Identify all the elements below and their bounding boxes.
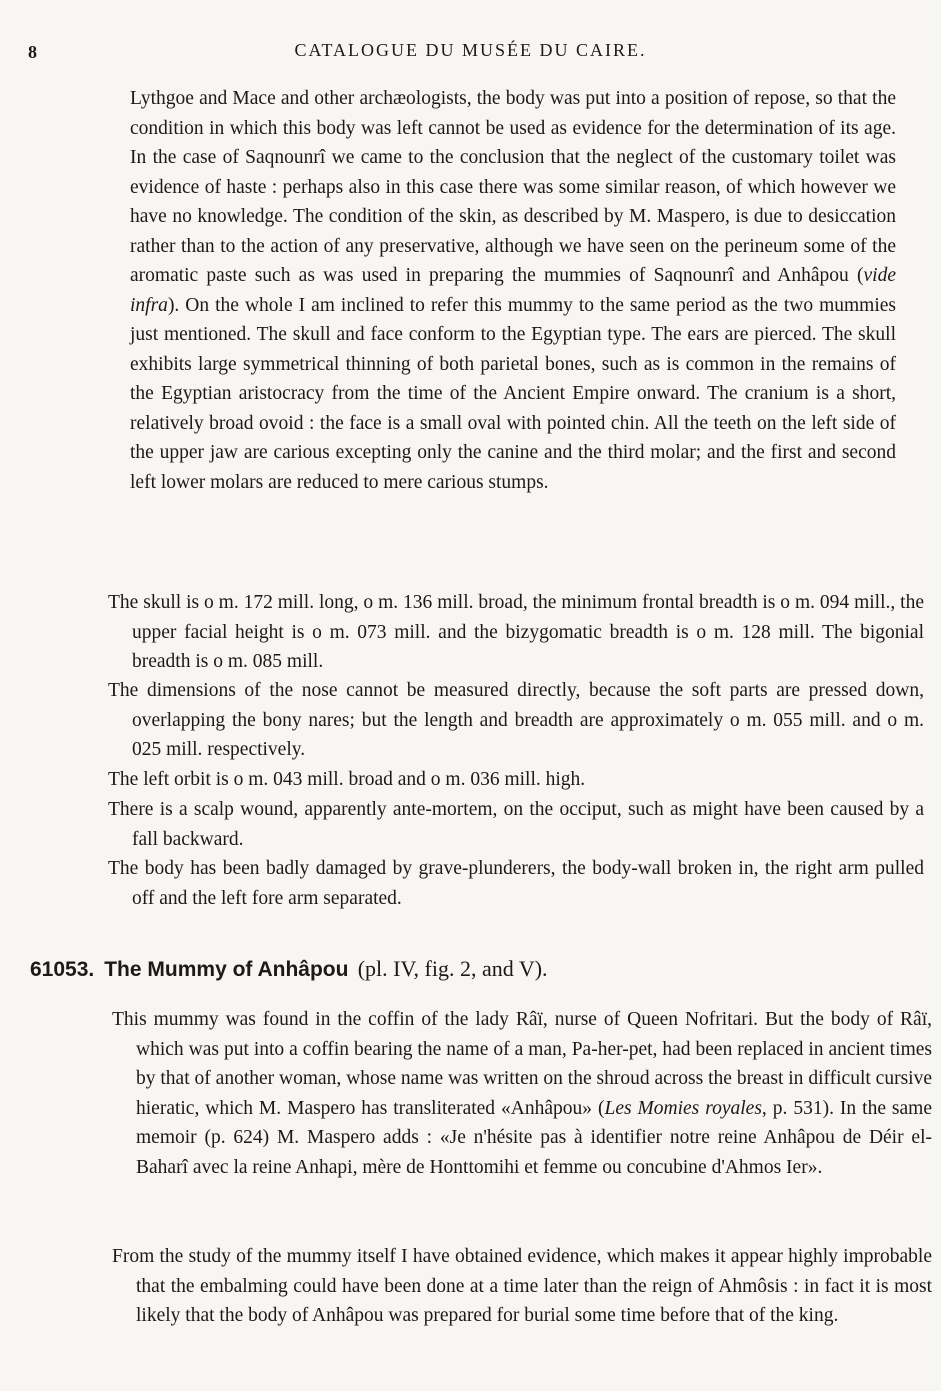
entry-paragraph-text-end: , p. 531). In the same memoir (p. 624) M. Maspero adds : «Je n'hésite pas à identifier notre reine Anhâpou de Déir el-Baharî avec la reine Anhapi, mère de Honttomihi et femme ou concubine d'Ahmos Ier». <box>136 1097 933 1178</box>
continued-paragraph <box>130 84 896 497</box>
entry-plate-reference: (pl. IV, fig. 2, and V). <box>357 956 548 981</box>
entry-title: The Mummy of Anhâpou <box>104 958 349 981</box>
measurement-paragraph-skull: The skull is o m. 172 mill. long, o m. 136 mill. broad, the minimum frontal breadth is o m. 094 mill., the upper facial height is o m. 073 mill. and the bizygomatic breadth is o m. 128 mill. The bigonial breadth is o m. 085 mill. <box>108 592 924 672</box>
observation-paragraph-wound: There is a scalp wound, apparently ante-mortem, on the occiput, such as might have been caused by a fall backward. <box>108 799 924 850</box>
running-title: CATALOGUE DU MUSÉE DU CAIRE. <box>294 40 647 60</box>
entry-heading <box>30 954 910 985</box>
measurement-paragraph-orbit: The left orbit is o m. 043 mill. broad and o m. 036 mill. high. <box>108 769 586 790</box>
measurement-paragraph-nose: The dimensions of the nose cannot be measured directly, because the soft parts are pressed down, overlapping the bony nares; but the length and breadth are approximately o m. 055 mill. and o m. 025 mill. respectively. <box>108 680 924 760</box>
entry-paragraph-text-start: This mummy was found in the coffin of the lady Râï, nurse of Queen Nofritari. But the body of Râï, which was put into a coffin bearing the name of a man, Pa-her-pet, had been replaced in ancient times by that of another woman, whose name was written on the shroud across the breast in difficult cursive hieratic, which M. Maspero has transliterated «Anhâpou» ( <box>112 1009 932 1119</box>
page-number: 8 <box>28 42 37 62</box>
observation-paragraph-damage: The body has been badly damaged by grave-plunderers, the body-wall broken in, the right arm pulled off and the left fore arm separated. <box>108 858 924 909</box>
running-header <box>0 36 941 66</box>
continued-text-end: ). On the whole I am inclined to refer this mummy to the same period as the two mummies just mentioned. The skull and face conform to the Egyptian type. The ears are pierced. The skull exhibits large symmetrical thinning of both parietal bones, such as is common in the remains of the Egyptian aristocracy from the time of the Ancient Empire onward. The cranium is a short, relatively broad ovoid : the face is a small oval with pointed chin. All the teeth on the left side of the upper jaw are carious excepting only the canine and the third molar; and the first and second left lower molars are reduced to mere carious stumps. <box>130 294 896 493</box>
italic-publication-title: Les Momies royales <box>604 1097 762 1119</box>
entry-paragraph-discovery <box>112 1005 932 1182</box>
italic-reference: vide infra <box>130 265 896 316</box>
entry-number: 61053. <box>30 958 95 981</box>
entry-paragraph-dating: From the study of the mummy itself I have obtained evidence, which makes it appear highly improbable that the embalming could have been done at a time later than the reign of Ahmôsis : in fact it is most likely that the body of Anhâpou was prepared for burial some time before that of the king. <box>112 1246 932 1326</box>
continued-text-start: Lythgoe and Mace and other archæologists, the body was put into a position of repose, so that the condition in which this body was left cannot be used as evidence for the determination of its age. In the case of Saqnounrî we came to the conclusion that the neglect of the customary toilet was evidence of haste : perhaps also in this case there was some similar reason, of which however we have no knowledge. The condition of the skin, as described by M. Maspero, is due to desiccation rather than to the action of any preservative, although we have seen on the perineum some of the aromatic paste such as was used in preparing the mummies of Saqnounrî and Anhâpou ( <box>130 88 896 286</box>
